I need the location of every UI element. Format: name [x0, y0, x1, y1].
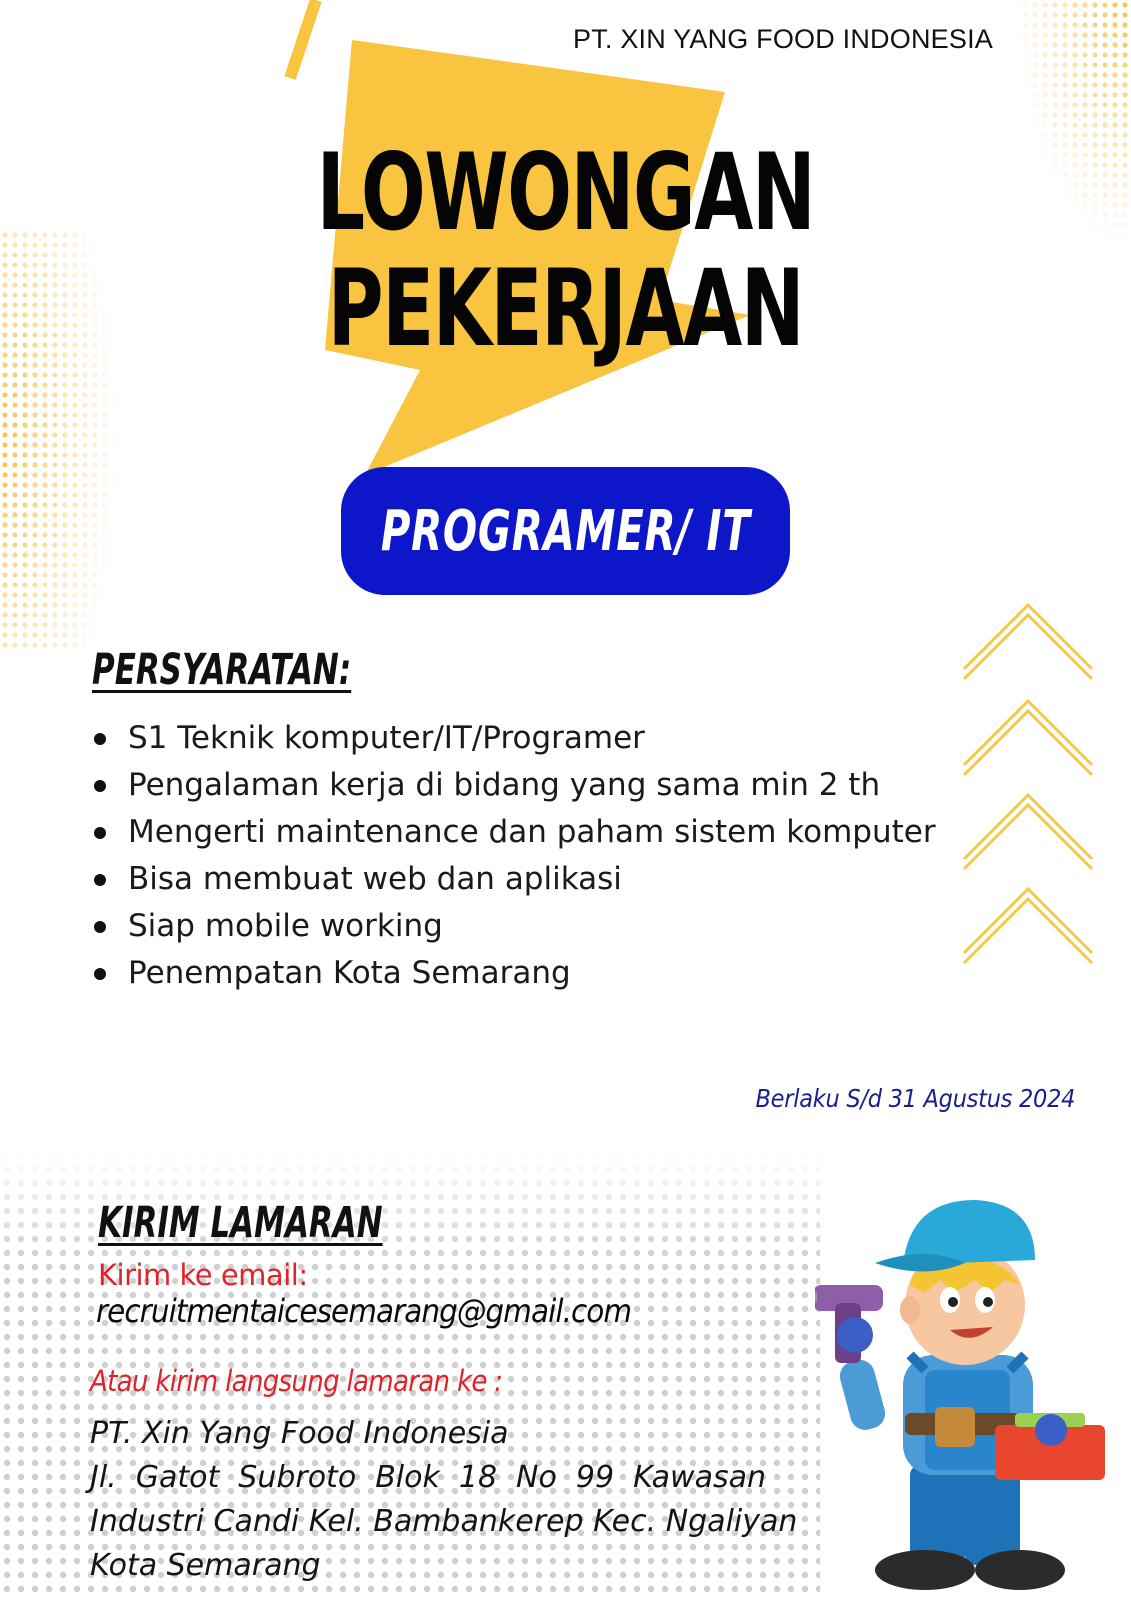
chevron-up-decoration: [960, 595, 1100, 975]
position-badge: [341, 467, 790, 595]
requirement-text: Bisa membuat web dan aplikasi: [128, 861, 622, 897]
list-item: [92, 950, 936, 997]
address-line: Kota Semarang: [90, 1548, 321, 1583]
bullet-icon: [94, 780, 106, 792]
list-item: [92, 715, 936, 762]
bullet-icon: [94, 968, 106, 980]
bullet-icon: [94, 874, 106, 886]
halftone-dots-top-right: [1000, 0, 1131, 280]
list-item: [92, 809, 936, 856]
email-address[interactable]: recruitmentaicesemarang@gmail.com: [96, 1292, 632, 1330]
position-label: PROGRAMER/ IT: [380, 498, 751, 564]
validity-date: Berlaku S/d 31 Agustus 2024: [755, 1084, 1075, 1113]
bullet-icon: [94, 827, 106, 839]
requirements-heading: PERSYARATAN:: [92, 645, 352, 695]
requirement-text: Pengalaman kerja di bidang yang sama min 2 th: [128, 767, 881, 803]
bullet-icon: [94, 733, 106, 745]
list-item: [92, 762, 936, 809]
bullet-icon: [94, 921, 106, 933]
worker-illustration: [815, 1185, 1115, 1600]
requirement-text: Siap mobile working: [128, 908, 443, 944]
address-line: Jl. Gatot Subroto Blok 18 No 99 Kawasan: [90, 1460, 766, 1495]
email-label: Kirim ke email:: [98, 1258, 308, 1292]
halftone-dots-left: [0, 230, 140, 650]
title-line-1: LOWONGAN: [316, 131, 815, 254]
requirement-text: S1 Teknik komputer/IT/Programer: [128, 720, 645, 756]
alt-apply-label: Atau kirim langsung lamaran ke :: [90, 1364, 503, 1398]
address-line: Industri Candi Kel. Bambankerep Kec. Ngaliyan: [90, 1504, 798, 1539]
requirement-text: Penempatan Kota Semarang: [128, 955, 571, 991]
address-block: [90, 1412, 798, 1588]
title-line-2: PEKERJAAN: [327, 247, 804, 370]
requirements-list: [92, 715, 936, 997]
list-item: [92, 903, 936, 950]
company-name: PT. XIN YANG FOOD INDONESIA: [573, 24, 993, 54]
list-item: [92, 856, 936, 903]
apply-heading: KIRIM LAMARAN: [98, 1198, 383, 1248]
requirement-text: Mengerti maintenance dan paham sistem komputer: [128, 814, 936, 850]
page-title: [158, 131, 972, 370]
address-line: PT. Xin Yang Food Indonesia: [90, 1416, 509, 1451]
